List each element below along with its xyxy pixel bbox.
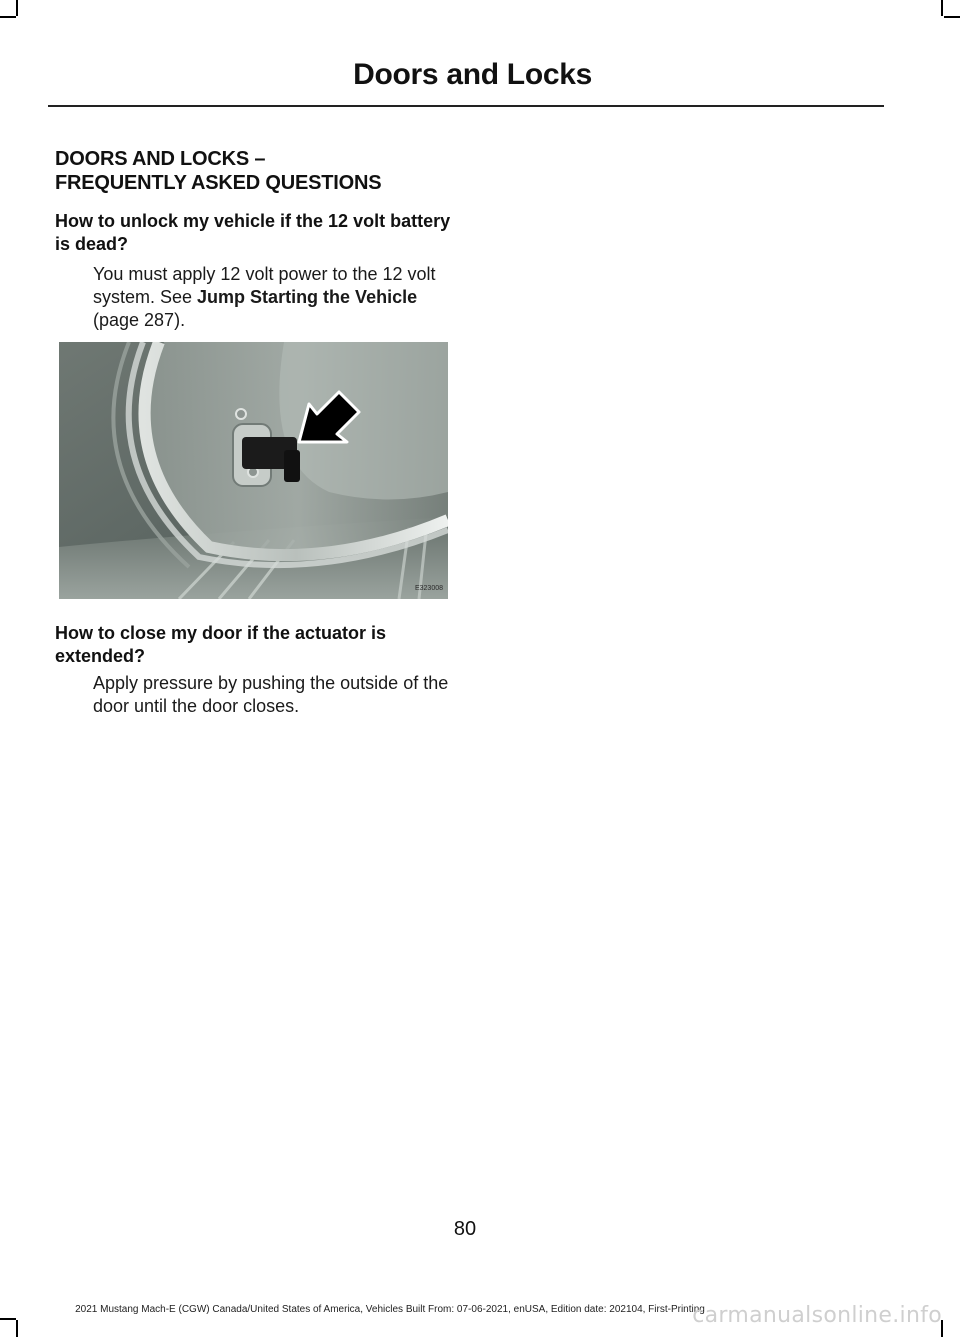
faq-answer-1-text: You must apply 12 volt power to the 12 volt system. See [93, 264, 436, 307]
charge-port-illustration [59, 342, 448, 599]
jump-starting-link[interactable]: Jump Starting the Vehicle [197, 287, 418, 307]
section-heading-line-2: FREQUENTLY ASKED QUESTIONS [55, 172, 382, 194]
faq-question-1: How to unlock my vehicle if the 12 volt battery is dead? [55, 211, 451, 254]
section-heading-line-1: DOORS AND LOCKS – [55, 148, 266, 170]
section-heading [55, 147, 455, 195]
crop-mark [16, 1320, 18, 1337]
crop-mark [16, 0, 18, 16]
crop-mark [0, 16, 16, 18]
header-divider [48, 105, 884, 107]
page-number: 80 [453, 1218, 477, 1240]
figure-code: E323008 [414, 585, 443, 592]
crop-mark [944, 16, 960, 18]
page-footer: 2021 Mustang Mach-E (CGW) Canada/United States of America, Vehicles Built From: 07-06-2021, enUSA, Edition date: 202104, First-Printing [75, 1304, 705, 1315]
faq-answer-1-page-ref: (page 287). [93, 310, 186, 330]
watermark: carmanualsonline.info [692, 1303, 942, 1328]
faq-question-2: How to close my door if the actuator is extended? [55, 623, 387, 666]
faq-answer-2: Apply pressure by pushing the outside of the door until the door closes. [93, 673, 449, 716]
charge-port-figure [59, 342, 448, 599]
faq-answer-1 [93, 263, 455, 332]
crop-mark [0, 1318, 16, 1320]
page-header-title: Doors and Locks [353, 58, 592, 91]
crop-mark [941, 0, 943, 16]
